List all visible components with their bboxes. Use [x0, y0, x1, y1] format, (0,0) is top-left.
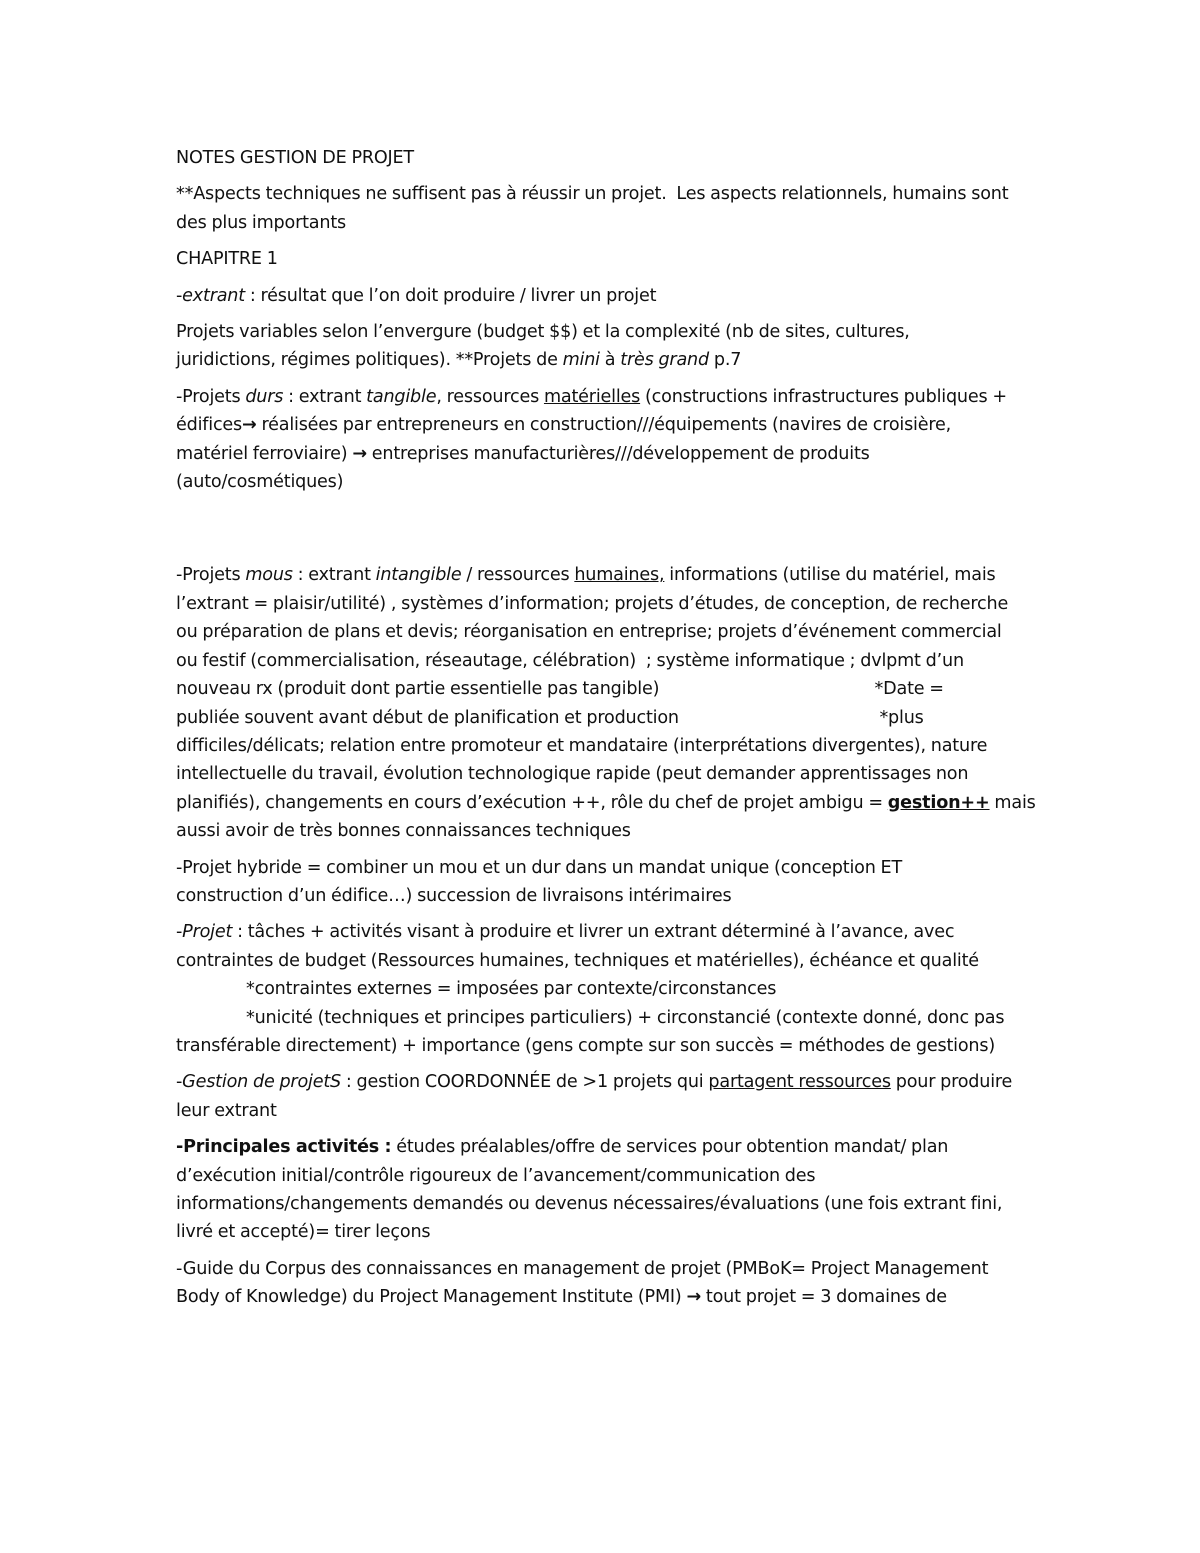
activites-line-1 [176, 1133, 1032, 1161]
document-page [176, 144, 1036, 1320]
right-arrow-icon: → [242, 415, 257, 436]
guide-line-1: -Guide du Corpus des connaissances en management de projet (PMBoK= Project Management [176, 1258, 989, 1279]
mous-text: : extrant [292, 565, 376, 586]
variables-text: juridictions, régimes politiques). **Projets de [176, 350, 563, 371]
mous-text: informations (utilise du matériel, mais [664, 565, 996, 586]
projet-text: : tâches + activités visant à produire et livrer un extrant déterminé à l’avance, avec [232, 922, 955, 943]
mous-text: / ressources [461, 565, 575, 586]
mous-term: mous [245, 565, 293, 586]
gestion-paragraph [176, 1068, 1032, 1125]
extrant-definition [176, 282, 1032, 310]
mous-paragraph [176, 561, 1036, 845]
activites-line-3: informations/changements demandés ou devenus nécessaires/évaluations (une fois extrant fini, [176, 1194, 1003, 1214]
mous-text: mais [989, 792, 1036, 813]
mous-line-3: ou préparation de plans et devis; réorganisation en entreprise; projets d’événement commercial [176, 622, 1002, 643]
mous-line-2: l’extrant = plaisir/utilité) , systèmes d’information; projets d’études, de conception, de recherche [176, 593, 1009, 614]
extrant-term: extrant [182, 285, 245, 306]
intro-paragraph [176, 180, 1032, 237]
durs-text: (constructions infrastructures publiques + [640, 386, 1007, 407]
activites-term: -Principales activités : [176, 1137, 392, 1158]
guide-text: tout projet = 3 domaines de [701, 1287, 947, 1308]
durs-line-2 [176, 411, 1032, 439]
mous-line-9 [176, 789, 1036, 817]
hybride-line-2: construction d’un édifice…) succession de livraisons intérimaires [176, 885, 732, 906]
gestion-text: : gestion COORDONNÉE de >1 projets qui [341, 1072, 709, 1093]
durs-text: réalisées par entrepreneurs en construction///équipements (navires de croisière, [256, 415, 952, 436]
mini-term: mini [562, 350, 600, 371]
gestion-line-2: leur extrant [176, 1100, 277, 1121]
projet-line-1 [176, 918, 1032, 946]
durs-line-4: (auto/cosmétiques) [176, 472, 344, 493]
activites-paragraph [176, 1133, 1032, 1247]
mous-text: planifiés), changements en cours d’exécution ++, rôle du chef de projet ambigu = [176, 792, 888, 813]
mous-line-6: publiée souvent avant début de planification et production *plus [176, 707, 924, 728]
extrant-prefix: - [176, 285, 183, 306]
doc-title [176, 144, 1032, 172]
grand-term: très grand [620, 350, 709, 371]
variables-paragraph [176, 318, 1032, 375]
durs-text: : extrant [283, 386, 367, 407]
projet-term: Projet [182, 922, 233, 943]
durs-term: durs [245, 386, 284, 407]
mous-line-5: nouveau rx (produit dont partie essentielle pas tangible) *Date = [176, 679, 944, 700]
durs-line-1 [176, 383, 1032, 411]
durs-text: matériel ferroviaire) [176, 443, 353, 464]
projet-paragraph [176, 918, 1032, 1060]
durs-text: -Projets [176, 386, 246, 407]
hybride-paragraph [176, 854, 1032, 911]
gestion-line-1 [176, 1068, 1032, 1096]
right-arrow-icon: → [686, 1287, 702, 1308]
projet-line-2: contraintes de budget (Ressources humaines, techniques et matérielles), échéance et qualité [176, 950, 979, 971]
gestion-projets-term: Gestion de projetS [182, 1072, 342, 1093]
variables-line-2 [176, 346, 1032, 374]
durs-line-3 [176, 440, 1032, 468]
activites-line-4: livré et accepté)= tirer leçons [176, 1222, 431, 1243]
gestion-text: - [176, 1072, 183, 1093]
projet-line-5: transférable directement) + importance (gens compte sur son succès = méthodes de gestions) [176, 1035, 995, 1056]
mous-line-4: ou festif (commercialisation, réseautage, célébration) ; système informatique ; dvlpmt d’un [176, 650, 964, 671]
variables-line-1: Projets variables selon l’envergure (budget $$) et la complexité (nb de sites, cultures, [176, 322, 910, 343]
durs-text: édifices [176, 415, 243, 436]
mous-line-8: intellectuelle du travail, évolution technologique rapide (peut demander apprentissages non [176, 764, 969, 785]
mous-line-7: difficiles/délicats; relation entre promoteur et mandataire (interprétations divergentes), nature [176, 735, 988, 756]
durs-text: entreprises manufacturières///développement de produits [366, 443, 870, 464]
intangible-term: intangible [375, 565, 462, 586]
activites-text: études préalables/offre de services pour obtention mandat/ plan [391, 1137, 949, 1158]
chapter-text: CHAPITRE 1 [176, 249, 278, 270]
gestion-term: gestion++ [887, 792, 990, 813]
guide-text: Body of Knowledge) du Project Management Institute (PMI) [176, 1287, 687, 1308]
chapter-heading [176, 245, 1032, 273]
blank-space [176, 504, 1032, 561]
mous-line-1 [176, 561, 1032, 589]
extrant-text: : résultat que l’on doit produire / livrer un projet [244, 285, 657, 306]
projet-text: - [176, 922, 183, 943]
variables-text: à [599, 350, 621, 371]
variables-text: p.7 [708, 350, 742, 371]
projet-line-4: *unicité (techniques et principes particuliers) + circonstancié (contexte donné, donc pas [246, 1007, 1005, 1028]
guide-line-2 [176, 1283, 1032, 1311]
partagent-ressources-term: partagent ressources [708, 1072, 891, 1093]
humaines-term: humaines, [574, 565, 665, 586]
mous-line-10: aussi avoir de très bonnes connaissances techniques [176, 821, 631, 842]
intro-line-1: **Aspects techniques ne suffisent pas à réussir un projet. Les aspects relationnels, humains sont [176, 184, 1009, 205]
mous-text: -Projets [176, 565, 246, 586]
durs-paragraph [176, 383, 1032, 497]
activites-line-2: d’exécution initial/contrôle rigoureux de l’avancement/communication des [176, 1165, 816, 1186]
projet-line-3: *contraintes externes = imposées par contexte/circonstances [246, 979, 777, 1000]
guide-paragraph [176, 1255, 1032, 1312]
gestion-text: pour produire [890, 1072, 1013, 1093]
hybride-line-1: -Projet hybride = combiner un mou et un dur dans un mandat unique (conception ET [176, 857, 903, 878]
intro-line-2: des plus importants [176, 212, 347, 233]
durs-text: , ressources [436, 386, 544, 407]
materielles-term: matérielles [543, 386, 641, 407]
title-text: NOTES GESTION DE PROJET [176, 148, 414, 168]
tangible-term: tangible [366, 386, 437, 407]
right-arrow-icon: → [352, 443, 367, 464]
